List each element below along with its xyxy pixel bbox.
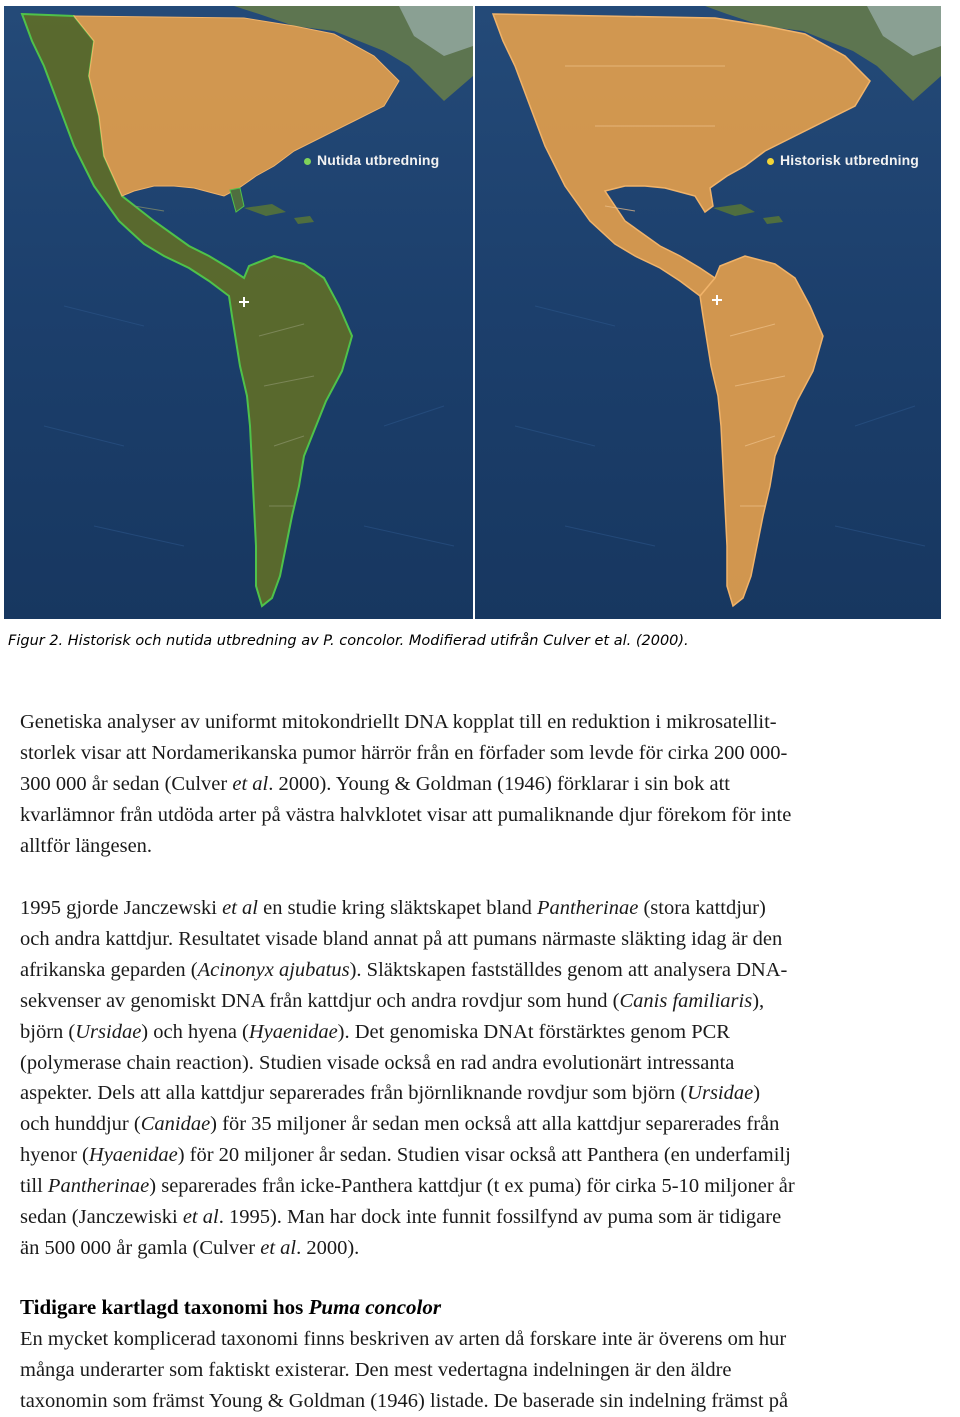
map-historic-svg [475, 6, 941, 619]
paragraph-1 [20, 707, 950, 862]
paragraph-3 [20, 1324, 950, 1417]
green-dot-icon [304, 158, 311, 165]
text-line: björn (Ursidae) och hyena (Hyaenidae). Det genomiska DNAt förstärktes genom PCR [20, 1020, 730, 1043]
map-historic-label-text: Historisk utbredning [780, 152, 919, 168]
text-line: sekvenser av genomiskt DNA från kattdjur och andra rovdjur som hund (Canis familiaris), [20, 989, 765, 1012]
text-line: 300 000 år sedan (Culver et al. 2000). Young & Goldman (1946) förklarar i sin bok att [20, 772, 731, 795]
figure-caption: Figur 2. Historisk och nutida utbredning av P. concolor. Modifierad utifrån Culver et al. (2000). [8, 633, 689, 649]
text-line: sedan (Janczewiski et al. 1995). Man har dock inte funnit fossilfynd av puma som är tidigare [20, 1206, 782, 1229]
paragraph-2 [20, 893, 950, 1264]
map-current-label [304, 152, 439, 168]
yellow-dot-icon [767, 158, 774, 165]
text-line: afrikanska geparden (Acinonyx ajubatus). Släktskapen fastställdes genom att analysera DNA- [20, 958, 788, 981]
text-line: och hunddjur (Canidae) för 35 miljoner år sedan men också att alla kattdjur separerades från [20, 1113, 780, 1136]
text-line: En mycket komplicerad taxonomi finns beskriven av arten då forskare inte är överens om hur [20, 1328, 787, 1350]
map-current-svg [4, 6, 473, 619]
map-current-label-text: Nutida utbredning [317, 152, 440, 168]
figure-maps [4, 6, 941, 619]
map-historic-label [767, 152, 919, 168]
text-line: alltför längesen. [20, 834, 153, 857]
map-current-range [4, 6, 473, 619]
map-historic-range [475, 6, 941, 619]
text-line: taxonomin som främst Young & Goldman (1946) listade. De baserade sin indelning främst på [20, 1389, 789, 1412]
text-line: (polymerase chain reaction). Studien visade också en rad andra evolutionärt intressanta [20, 1051, 735, 1074]
text-line: hyenor (Hyaenidae) för 20 miljoner år sedan. Studien visar också att Panthera (en underfamilj [20, 1144, 791, 1167]
text-line: till Pantherinae) separerades från icke-Panthera kattdjur (t ex puma) för cirka 5-10 miljoner år [20, 1175, 795, 1198]
text-line: än 500 000 år gamla (Culver et al. 2000). [20, 1236, 360, 1259]
section-heading: Tidigare kartlagd taxonomi hos Puma concolor [20, 1295, 442, 1319]
text-line: och andra kattdjur. Resultatet visade bland annat på att pumans närmaste släkting idag är den [20, 927, 783, 950]
text-line: storlek visar att Nordamerikanska pumor härrör från en förfader som levde för cirka 200 000- [20, 741, 788, 764]
text-line: aspekter. Dels att alla kattdjur separerades från björnliknande rovdjur som björn (Ursidae) [20, 1082, 761, 1105]
text-line: 1995 gjorde Janczewski et al en studie kring släktskapet bland Pantherinae (stora kattdjur) [20, 897, 766, 919]
text-line: Genetiska analyser av uniformt mitokondriellt DNA kopplat till en reduktion i mikrosatellit- [20, 711, 777, 733]
text-line: kvarlämnor från utdöda arter på västra halvklotet visar att pumaliknande djur förekom för inte [20, 803, 792, 826]
text-line: många underarter som faktiskt existerar. Den mest vedertagna indelningen är den äldre [20, 1358, 732, 1381]
